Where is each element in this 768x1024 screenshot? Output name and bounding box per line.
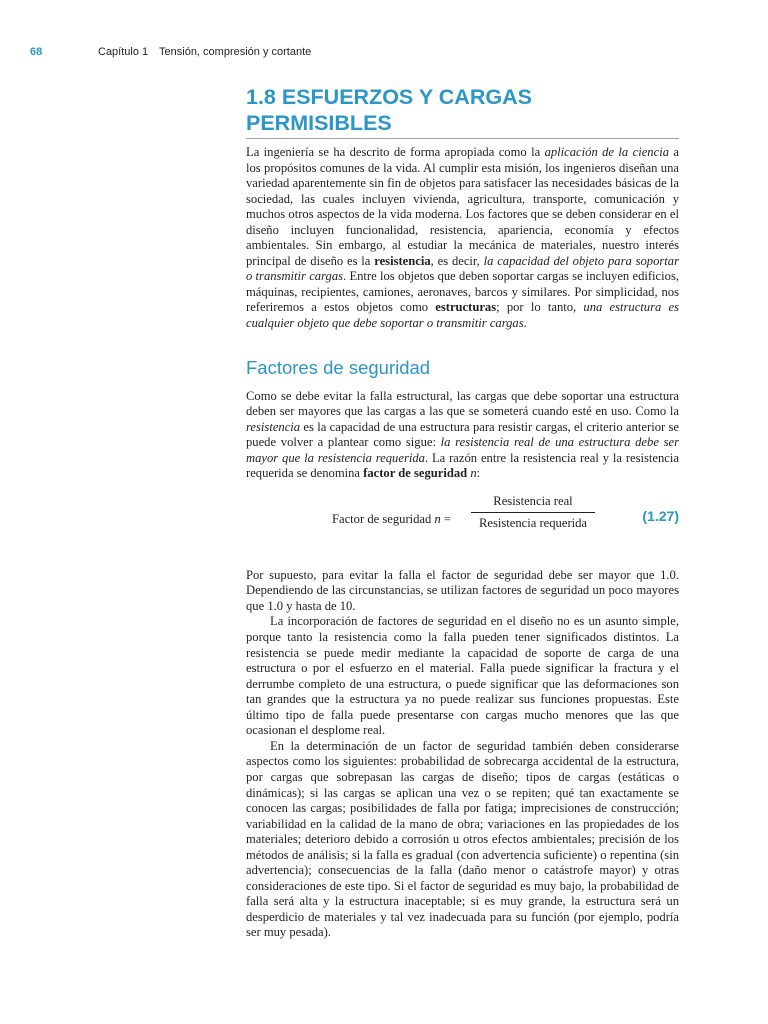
paragraph-factor-determination: En la determinación de un factor de seguridad también deben considerarse aspectos como los siguientes: probabilidad de sobrecarga accidental de la estructura, por cargas que sobrepasan las cargas de diseño; tipos de cargas (estáticas o dinámicas); si las cargas se aplican una vez o se repiten; qué tan exactamente se conocen las cargas; posibilidades de falla por fatiga; imprecisiones de construcción; variabilidad en la calidad de la mano de obra; variaciones en las propiedades de los materiales; deterioro debido a corrosión u otros efectos ambientales; precisión de los métodos de análisis; si la falla es gradual (con advertencia suficiente) o repentina (sin advertencia); consecuencias de la falla (daño menor o catástrofe mayor) y otras consideraciones de este tipo. Si el factor de seguridad es muy bajo, la probabilidad de falla será alta y la estructura inaceptable; si es muy grande, la estructura será un desperdicio de materiales y tal vez inadecuada para su función (por ejemplo, podría ser muy pesada).	[246, 738, 679, 940]
emphasis: la resistencia real de una estructura debe ser mayor que la resistencia requerida	[246, 435, 680, 465]
page-number: 68	[30, 46, 43, 58]
paragraph-intro	[246, 145, 679, 332]
subsection-title: Factores de seguridad	[246, 356, 431, 378]
section-title-line-1: 1.8 ESFUERZOS Y CARGAS	[246, 85, 532, 109]
equation-1-27	[246, 494, 679, 564]
section-title-line-2: PERMISIBLES	[246, 111, 392, 135]
bold-term: estructuras	[435, 300, 497, 315]
equation-fraction	[471, 494, 595, 531]
equation-variable: n	[434, 511, 441, 526]
bold-term: resistencia	[374, 253, 431, 268]
emphasis: resistencia	[246, 419, 301, 434]
text-run: , es decir,	[430, 253, 484, 268]
bold-term: factor de seguridad	[363, 466, 471, 481]
text-run: La ingeniería se ha descrito de forma apropiada como la	[246, 145, 545, 159]
chapter-title: Tensión, compresión y cortante	[159, 46, 312, 58]
equation-denominator: Resistencia requerida	[478, 515, 588, 530]
equation-numerator: Resistencia real	[493, 493, 573, 508]
page-content	[246, 84, 679, 941]
running-head	[30, 46, 311, 58]
text-run: :	[476, 466, 481, 481]
section-title	[246, 84, 679, 139]
text-run: ; por lo tanto,	[496, 300, 584, 315]
paragraph-safety-definition	[246, 389, 679, 482]
emphasis: la capacidad del objeto para soportar o transmitir cargas	[246, 253, 679, 284]
emphasis: una estructura es cualquier objeto que debe soportar o transmitir cargas	[246, 300, 679, 331]
equation-lhs-text: Factor de seguridad	[332, 511, 435, 526]
equals-sign: =	[440, 511, 452, 526]
variable-n: n	[470, 466, 477, 481]
equation-number: (1.27)	[642, 507, 679, 524]
text-run: Como se debe evitar la falla estructural, las cargas que debe soportar una estructura deben ser mayores que las cargas a las que se someterá cuando esté en uso. Como la	[246, 388, 679, 419]
emphasis: aplicación de la ciencia	[544, 145, 669, 159]
chapter-label: Capítulo 1	[98, 46, 149, 58]
text-run: es la capacidad de una estructura para resistir cargas, el criterio anterior se puede volver a plantear como sigue:	[246, 419, 679, 450]
paragraph-design-considerations: La incorporación de factores de seguridad en el diseño no es un asunto simple, porque tanto la resistencia como la falla pueden tener significados distintos. La resistencia se puede medir mediante la capacidad de soporte de carga de una estructura o por el esfuerzo en el material. Falla puede significar la fractura y el derrumbe completo de una estructura, o puede significar que las deformaciones son tan grandes que la estructura ya no puede realizar sus funciones propuestas. Este último tipo de falla puede presentarse con cargas mucho menores que las que ocasionan el desplome real.	[246, 614, 679, 738]
text-run: a los propósitos comunes de la vida. Al cumplir esta misión, los ingenieros diseñan una variedad aparentemente sin fin de objetos para satisfacer las necesidades básicas de la sociedad, las cuales incluyen vivienda, agricultura, transporte, comunicación y muchos otros aspectos de la vida moderna. Los factores que se deben considerar en el diseño incluyen funcionalidad, resistencia, apariencia, economía y efectos ambientales. Sin embargo, al estudiar la mecánica de materiales, nuestro interés principal de diseño es la	[246, 145, 679, 268]
equation-lhs	[332, 512, 451, 527]
text-run: . La razón entre la resistencia real y la resistencia requerida se denomina	[246, 450, 679, 481]
text-run: . Entre los objetos que deben soportar cargas se incluyen edificios, máquinas, recipientes, camiones, aeronaves, barcos y similares. Por simplicidad, nos referiremos a estos objetos como	[246, 269, 679, 315]
paragraph-safety-range: Por supuesto, para evitar la falla el factor de seguridad debe ser mayor que 1.0. Dependiendo de las circunstancias, se utilizan factores de seguridad un poco mayores que 1.0 y hasta de 10.	[246, 567, 679, 613]
text-run: .	[523, 316, 527, 331]
